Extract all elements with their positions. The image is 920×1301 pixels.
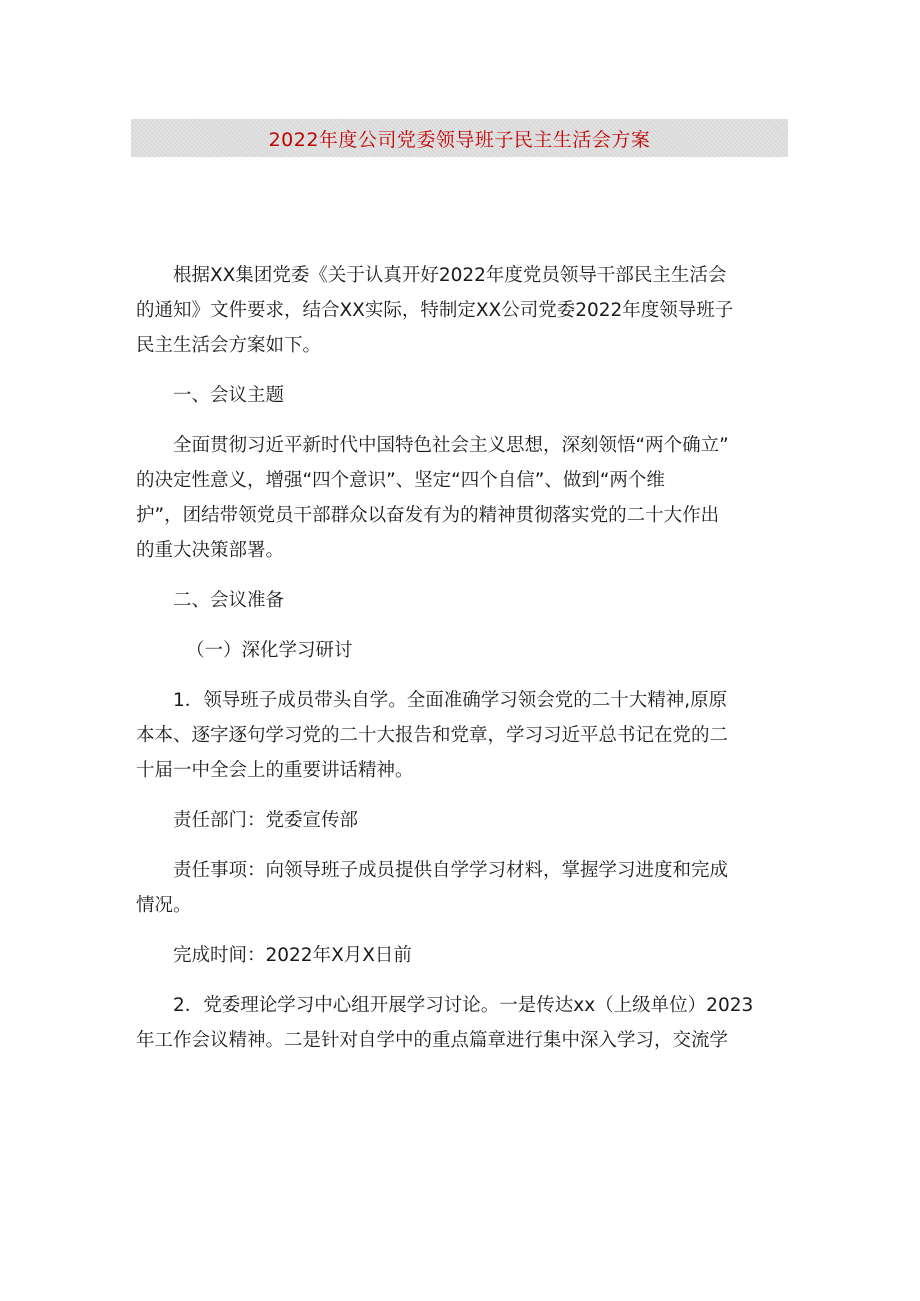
- text-line: 十届一中全会上的重要讲话精神。: [136, 760, 414, 781]
- text-line: 责任事项：向领导班子成员提供自学学习材料，掌握学习进度和完成: [173, 860, 729, 881]
- completion-deadline: 完成时间：2022年X月X日前: [173, 945, 412, 966]
- text-line: 年工作会议精神。二是针对自学中的重点篇章进行集中深入学习，交流学: [136, 1030, 729, 1051]
- section-heading-preparation: 二、会议准备: [173, 590, 285, 611]
- text-line: 本本、逐字逐句学习党的二十大报告和党章，学习习近平总书记在党的二: [136, 725, 729, 746]
- subsection-heading-study: （一）深化学习研讨: [185, 640, 353, 661]
- text-line: 根据XX集团党委《关于认真开好2022年度党员领导干部民主生活会: [173, 265, 727, 286]
- responsible-task-paragraph: [136, 853, 788, 923]
- document-body: [136, 258, 788, 1073]
- text-line: 1．领导班子成员带头自学。全面准确学习领会党的二十大精神,原原: [173, 690, 728, 711]
- text-line: 的通知》文件要求，结合XX实际，特制定XX公司党委2022年度领导班子: [136, 300, 734, 321]
- text-line: 全面贯彻习近平新时代中国特色社会主义思想，深刻领悟“两个确立”: [173, 435, 729, 456]
- responsible-department: 责任部门：党委宣传部: [173, 810, 359, 831]
- title-banner: [131, 119, 788, 157]
- text-line: 民主生活会方案如下。: [136, 335, 322, 356]
- item-2-paragraph: [136, 988, 788, 1058]
- text-line: 情况。: [136, 895, 192, 916]
- text-line: 护”，团结带领党员干部群众以奋发有为的精神贯彻落实党的二十大作出: [136, 505, 720, 526]
- document-title: 2022年度公司党委领导班子民主生活会方案: [268, 128, 651, 151]
- text-line: 2．党委理论学习中心组开展学习讨论。一是传达xx（上级单位）2023: [173, 995, 754, 1016]
- section-heading-theme: 一、会议主题: [173, 385, 285, 406]
- item-1-paragraph: [136, 683, 788, 788]
- text-line: 的决定性意义，增强“四个意识”、坚定“四个自信”、做到“两个维: [136, 470, 665, 491]
- intro-paragraph: [136, 258, 788, 363]
- text-line: 的重大决策部署。: [136, 540, 285, 561]
- theme-paragraph: [136, 428, 788, 568]
